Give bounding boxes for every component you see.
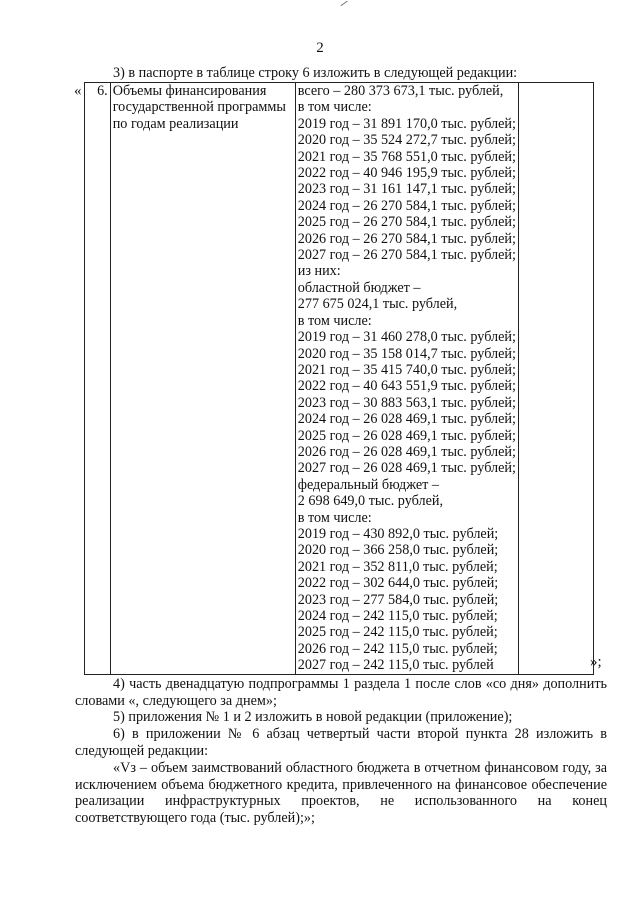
- value-line: 2023 год – 30 883 563,1 тыс. рублей;: [297, 394, 516, 411]
- value-line: из них:: [297, 263, 341, 280]
- value-line: в том числе:: [297, 99, 372, 116]
- paragraph-5: 5) приложения № 1 и 2 изложить в новой редакции (приложение);: [113, 709, 513, 725]
- value-line: 2 698 649,0 тыс. рублей,: [297, 493, 444, 510]
- page-number: 2: [316, 40, 324, 56]
- value-line: 2019 год – 31 460 278,0 тыс. рублей;: [297, 329, 516, 346]
- value-line: 2023 год – 277 584,0 тыс. рублей;: [297, 591, 499, 608]
- row-values: [295, 83, 593, 675]
- value-line: 2025 год – 242 115,0 тыс. рублей;: [297, 624, 498, 641]
- value-line: 2025 год – 26 028 469,1 тыс. рублей;: [297, 427, 516, 444]
- value-line: 277 675 024,1 тыс. рублей,: [297, 296, 458, 313]
- value-line: 2021 год – 352 811,0 тыс. рублей;: [297, 558, 498, 575]
- value-line: 2019 год – 430 892,0 тыс. рублей;: [297, 525, 499, 542]
- value-line: всего – 280 373 673,1 тыс. рублей,: [297, 83, 504, 99]
- value-line: 2025 год – 26 270 584,1 тыс. рублей;: [297, 214, 516, 231]
- value-line: федеральный бюджет –: [297, 476, 439, 493]
- paragraph-7: «Vз – объем заимствований областного бюджета в отчетном финансовом году, за исключением объема бюджетного кредита, привлеченного на финансовое обеспечение реализации инфраструктурных проектов, не использованного на конец соответствующего года (тыс. рублей);»;: [75, 760, 607, 826]
- value-line: 2023 год – 31 161 147,1 тыс. рублей;: [297, 181, 516, 198]
- value-line: 2022 год – 302 644,0 тыс. рублей;: [297, 575, 499, 592]
- value-line: 2026 год – 26 270 584,1 тыс. рублей;: [297, 230, 516, 247]
- quote-close: »;: [590, 654, 602, 670]
- value-line: 2020 год – 35 158 014,7 тыс. рублей;: [297, 345, 516, 362]
- value-line: 2022 год – 40 946 195,9 тыс. рублей;: [297, 165, 516, 182]
- value-line: в том числе:: [297, 312, 372, 329]
- table-row: [85, 83, 594, 675]
- value-line: 2026 год – 26 028 469,1 тыс. рублей;: [297, 443, 516, 460]
- values-list: [298, 83, 519, 674]
- passport-table: [84, 82, 594, 675]
- value-line: 2024 год – 242 115,0 тыс. рублей;: [297, 608, 498, 624]
- value-line: 2021 год – 35 768 551,0 тыс. рублей;: [297, 148, 516, 165]
- intro-paragraph: 3) в паспорте в таблице строку 6 изложить в следующей редакции:: [113, 65, 518, 81]
- quote-open: «: [74, 83, 82, 99]
- value-line: 2020 год – 366 258,0 тыс. рублей;: [297, 542, 499, 559]
- value-line: 2026 год – 242 115,0 тыс. рублей;: [297, 640, 498, 657]
- value-line: 2024 год – 26 270 584,1 тыс. рублей;: [297, 197, 516, 214]
- value-line: 2024 год – 26 028 469,1 тыс. рублей;: [297, 411, 516, 428]
- row-number: 6.: [85, 83, 111, 675]
- value-line: 2027 год – 26 028 469,1 тыс. рублей;: [297, 460, 516, 477]
- value-line: 2022 год – 40 643 551,9 тыс. рублей;: [297, 378, 516, 395]
- paragraph-6: 6) в приложении № 6 абзац четвертый части второй пункта 28 изложить в следующей редакции:: [75, 726, 607, 759]
- value-line: областной бюджет –: [297, 279, 421, 296]
- paragraph-4: 4) часть двенадцатую подпрограммы 1 раздела 1 после слов «со дня» дополнить словами «, следующего за днем»;: [75, 676, 607, 709]
- value-line: в том числе:: [297, 509, 372, 526]
- value-line: 2027 год – 26 270 584,1 тыс. рублей;: [297, 247, 516, 264]
- value-line: 2021 год – 35 415 740,0 тыс. рублей;: [297, 361, 516, 378]
- value-line: 2019 год – 31 891 170,0 тыс. рублей;: [297, 115, 516, 132]
- row-name: Объемы финансирования государственной программы по годам реализации: [110, 83, 295, 675]
- scan-mark: [341, 1, 354, 15]
- value-line: 2027 год – 242 115,0 тыс. рублей: [297, 657, 494, 674]
- value-line: 2020 год – 35 524 272,7 тыс. рублей;: [297, 132, 516, 149]
